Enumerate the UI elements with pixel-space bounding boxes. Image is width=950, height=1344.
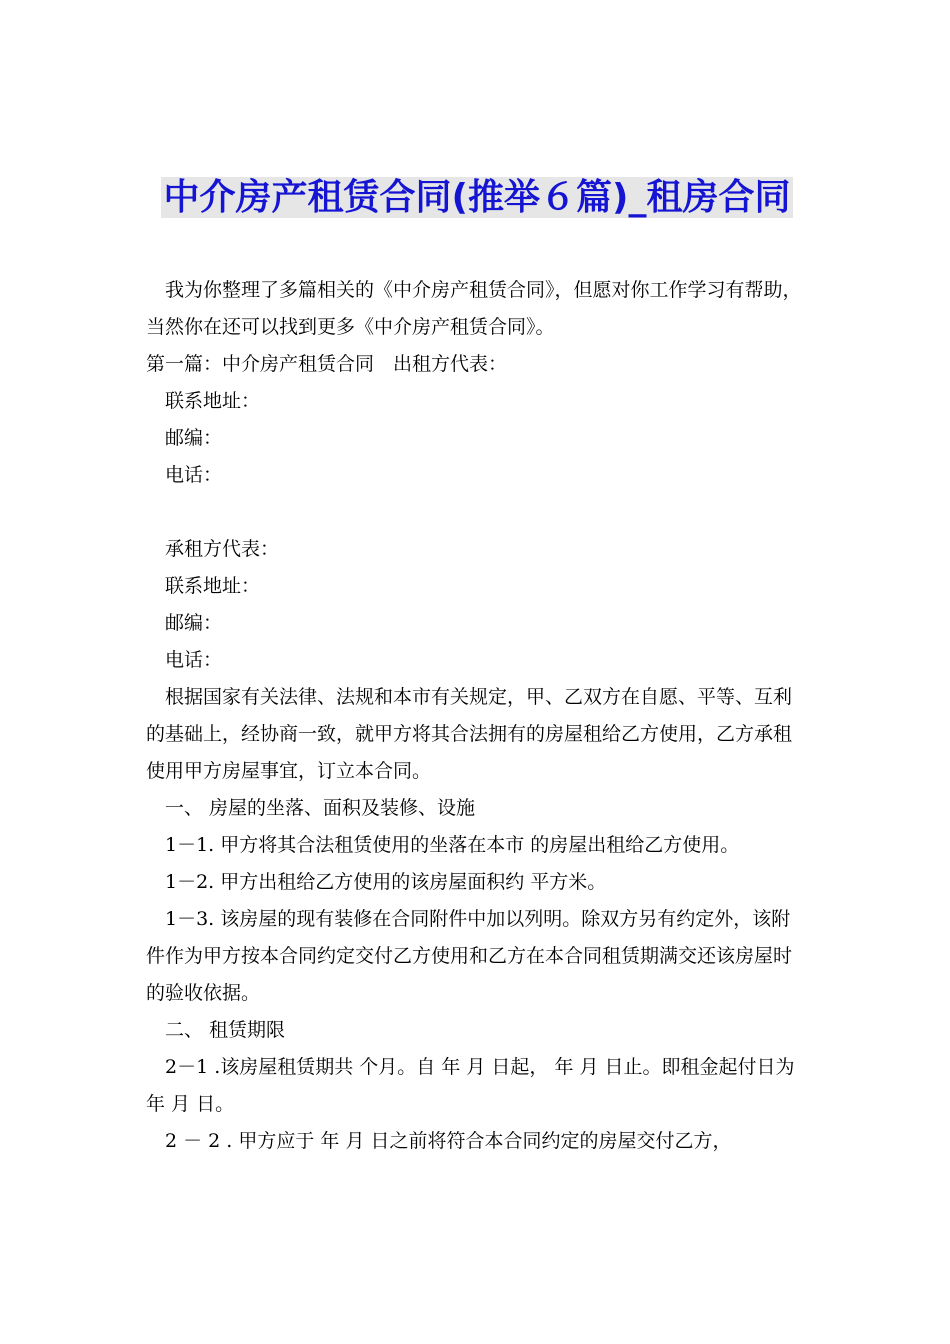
clause-1-1: 1－1. 甲方将其合法租赁使用的坐落在本市 的房屋出租给乙方使用。 <box>165 834 740 856</box>
lessor-postcode: 邮编： <box>165 427 223 449</box>
lessee-postcode: 邮编： <box>165 612 223 634</box>
preamble-paragraph: 根据国家有关法律、法规和本市有关规定，甲、乙双方在自愿、平等、互利的基础上，经协商一致，就甲方将其合法拥有的房屋租给乙方使用，乙方承租使用甲方房屋事宜，订立本合同。 <box>146 686 793 782</box>
document-title <box>146 172 808 224</box>
clause-1-3: 1－3. 该房屋的现有装修在合同附件中加以列明。除双方另有约定外，该附件作为甲方按本合同约定交付乙方使用和乙方在本合同租赁期满交还该房屋时的验收依据。 <box>146 908 793 1004</box>
clause-2-title: 二、 租赁期限 <box>165 1019 286 1041</box>
title-text: 中介房产租赁合同(推举６篇)_租房合同 <box>161 177 794 218</box>
section-heading: 第一篇：中介房产租赁合同 出租方代表： <box>146 353 508 375</box>
lessee-address: 联系地址： <box>165 575 261 597</box>
clause-1-2: 1－2. 甲方出租给乙方使用的该房屋面积约 平方米。 <box>165 871 607 893</box>
lessor-address: 联系地址： <box>165 390 261 412</box>
intro-paragraph: 我为你整理了多篇相关的《中介房产租赁合同》，但愿对你工作学习有帮助，当然你在还可以找到更多《中介房产租赁合同》。 <box>146 279 802 338</box>
lessor-phone: 电话： <box>165 464 223 486</box>
document-body <box>146 272 808 1160</box>
lessee-representative: 承租方代表： <box>165 538 280 560</box>
clause-1-title: 一、 房屋的坐落、面积及装修、设施 <box>165 797 476 819</box>
blank-line <box>146 494 808 531</box>
clause-2-2: 2 － 2 . 甲方应于 年 月 日之前将符合本合同约定的房屋交付乙方， <box>165 1130 732 1152</box>
lessee-phone: 电话： <box>165 649 223 671</box>
clause-2-1: 2－1 .该房屋租赁期共 个月。自 年 月 日起， 年 月 日止。即租金起付日为 年 月 日。 <box>146 1056 801 1115</box>
